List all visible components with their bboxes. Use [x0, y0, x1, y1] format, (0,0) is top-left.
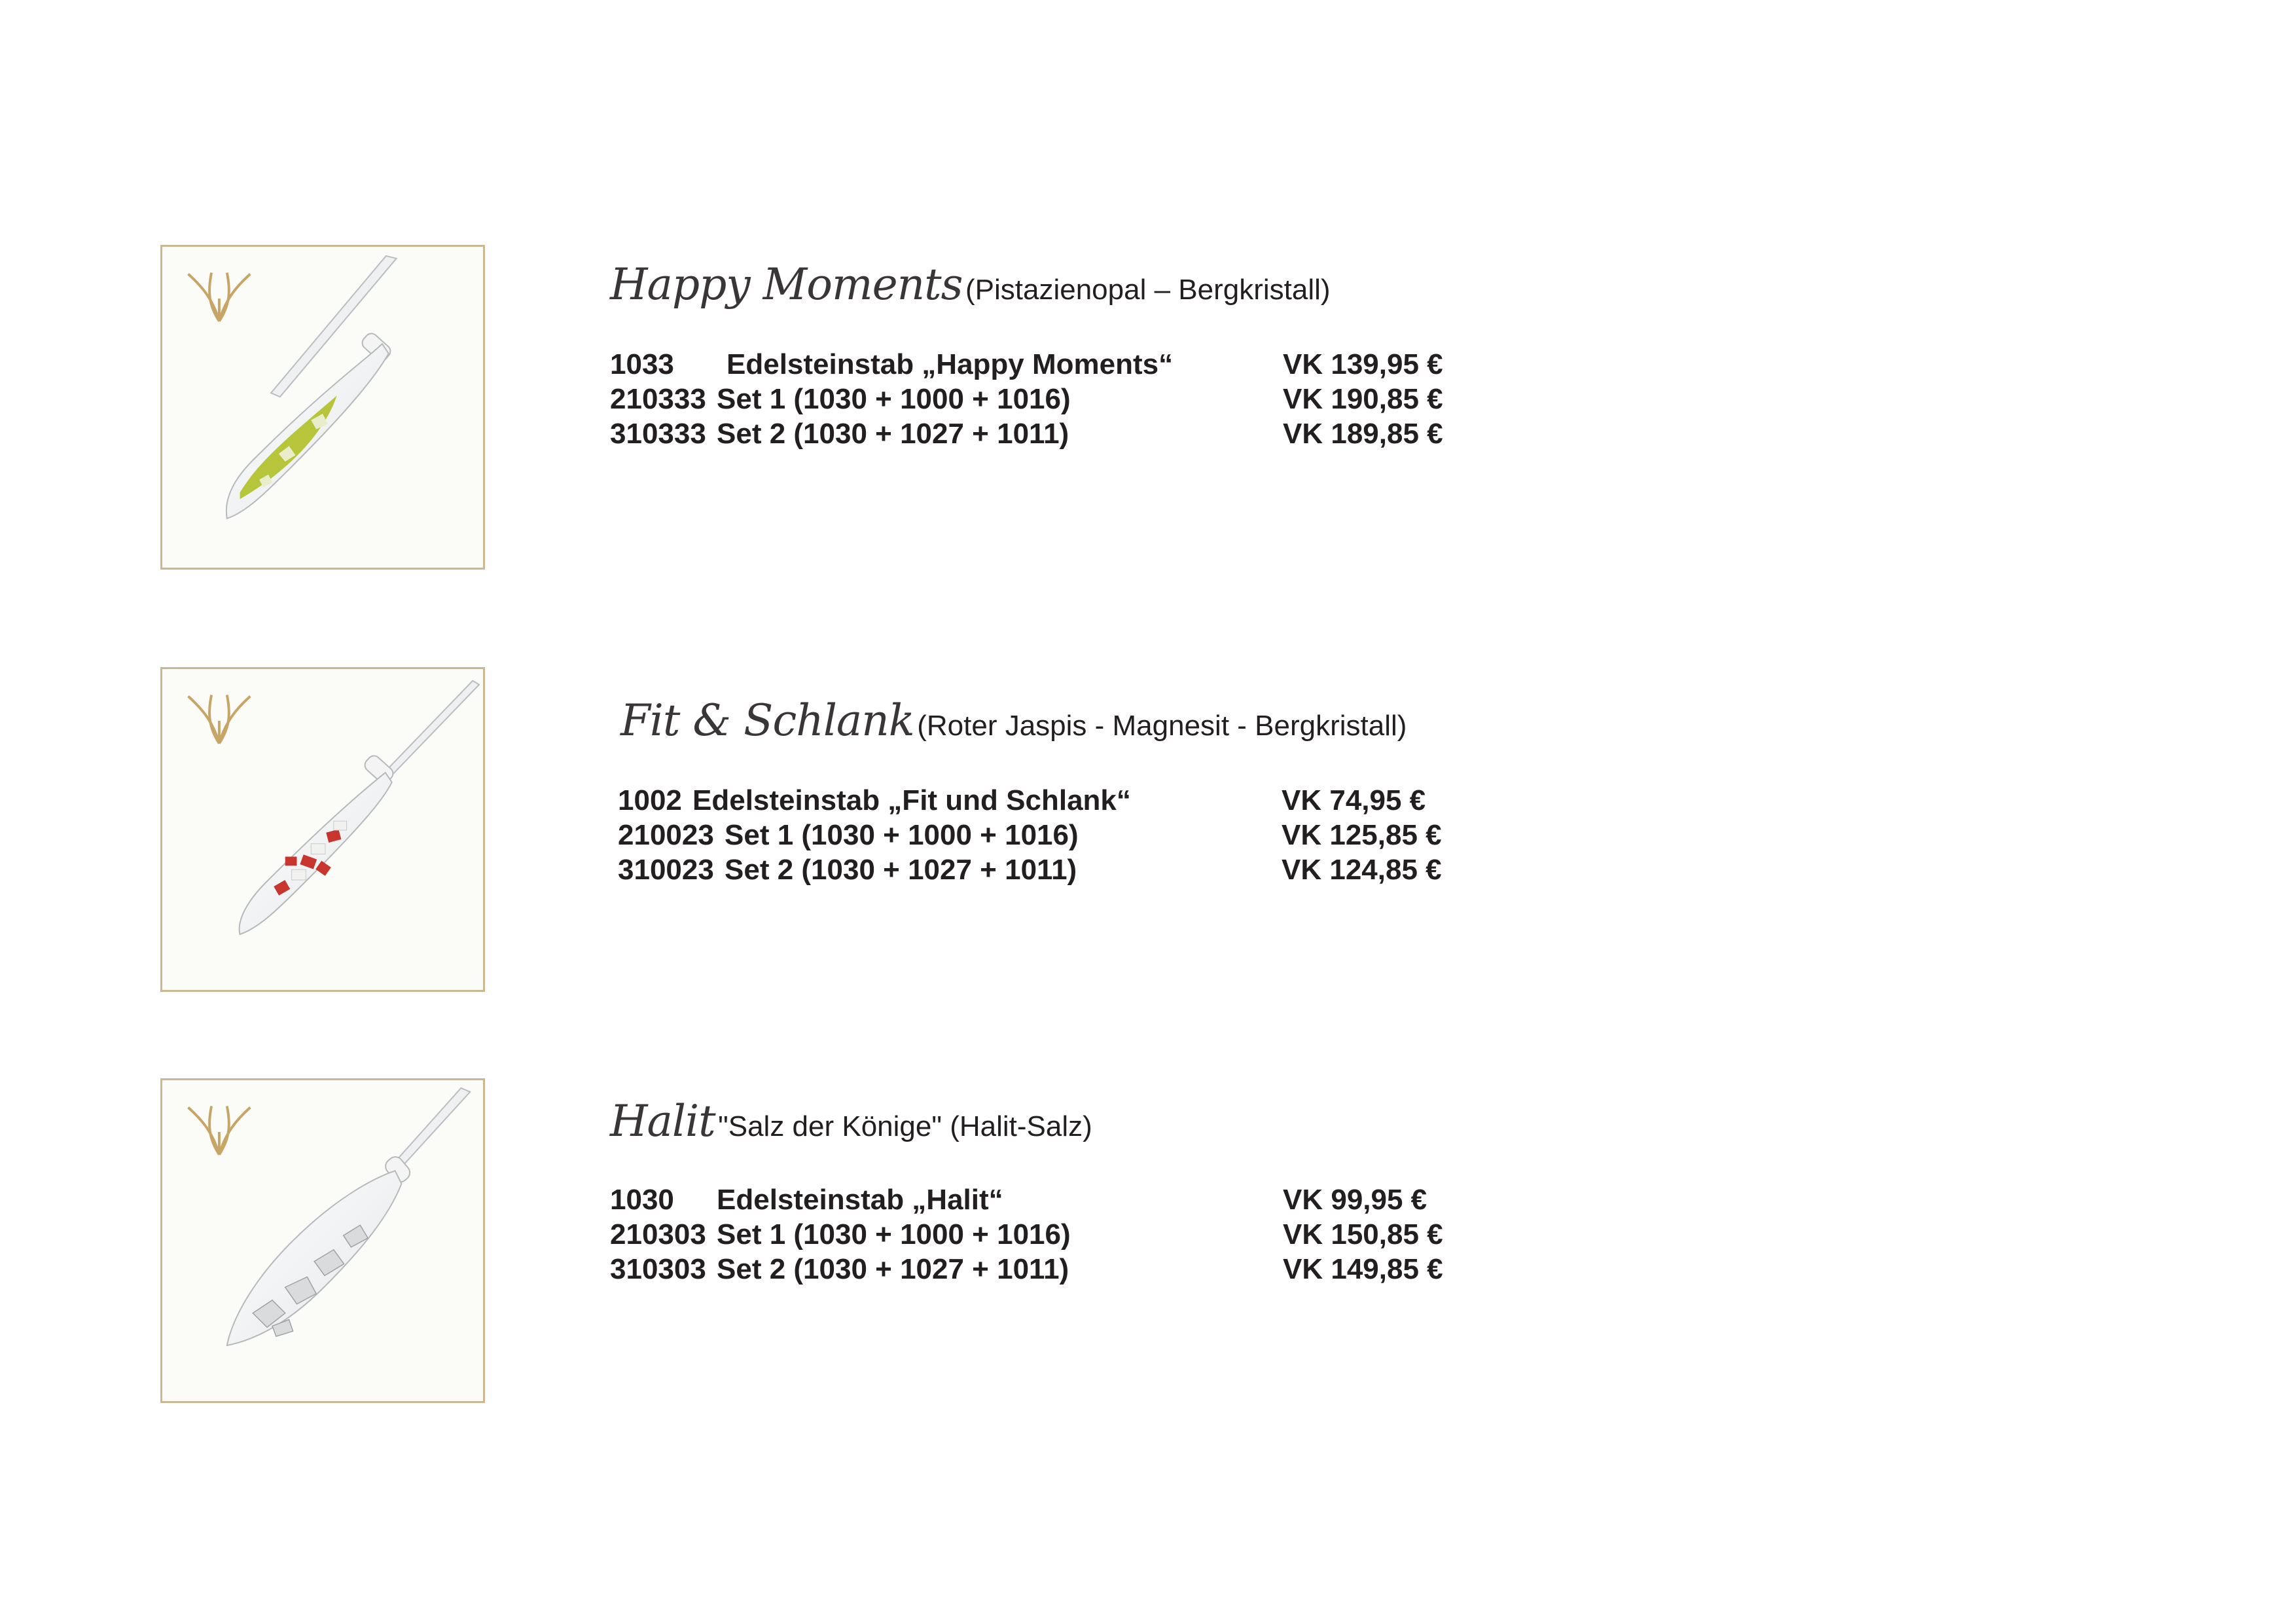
product-heading-fit-schlank: [620, 695, 1407, 746]
lotus-logo-icon: [188, 695, 251, 744]
article-price: VK 74,95 €: [1282, 784, 1426, 816]
article-price: VK 125,85 €: [1282, 819, 1442, 851]
product-image-halit: [160, 1078, 485, 1403]
article-name: Set 1 (1030 + 1000 + 1016): [725, 819, 1079, 851]
product-subtitle: (Pistazienopal – Bergkristall): [965, 274, 1331, 306]
gemstone-vial-icon: [226, 256, 397, 519]
article-code: 210023: [618, 819, 714, 851]
article-price: VK 139,95 €: [1283, 348, 1443, 380]
article-code: 1030: [610, 1184, 674, 1216]
product-title: Fit & Schlank: [620, 695, 914, 746]
article-name: Set 2 (1030 + 1027 + 1011): [725, 854, 1077, 886]
gemstone-vial-icon: [227, 1088, 470, 1345]
article-price: VK 124,85 €: [1282, 854, 1442, 886]
article-code: 210303: [610, 1218, 706, 1250]
product-heading-happy-moments: [610, 259, 1331, 310]
product-title: Halit: [610, 1096, 715, 1146]
article-code: 1033: [610, 348, 674, 380]
article-price: VK 189,85 €: [1283, 418, 1443, 450]
article-name: Edelsteinstab „Happy Moments“: [726, 348, 1174, 380]
product-title: Happy Moments: [610, 259, 963, 310]
article-price: VK 190,85 €: [1283, 383, 1443, 415]
article-name: Edelsteinstab „Fit und Schlank“: [692, 784, 1131, 816]
article-code: 210333: [610, 383, 706, 415]
article-name: Set 2 (1030 + 1027 + 1011): [717, 1253, 1069, 1285]
article-name: Set 1 (1030 + 1000 + 1016): [717, 383, 1071, 415]
article-price: VK 99,95 €: [1283, 1184, 1427, 1216]
lotus-logo-icon: [188, 273, 251, 321]
product-heading-halit: [610, 1096, 1092, 1146]
product-subtitle: (Roter Jaspis - Magnesit - Bergkristall): [917, 710, 1407, 742]
article-code: 310023: [618, 854, 714, 886]
article-code: 310333: [610, 418, 706, 450]
article-price: VK 149,85 €: [1283, 1253, 1443, 1285]
article-code: 1002: [618, 784, 682, 816]
product-subtitle: "Salz der Könige" (Halit-Salz): [718, 1110, 1092, 1142]
article-name: Set 1 (1030 + 1000 + 1016): [717, 1218, 1071, 1250]
lotus-logo-icon: [188, 1106, 251, 1155]
article-name: Edelsteinstab „Halit“: [717, 1184, 1003, 1216]
article-name: Set 2 (1030 + 1027 + 1011): [717, 418, 1069, 450]
gemstone-vial-icon: [240, 681, 479, 934]
product-image-happy-moments: [160, 245, 485, 570]
article-code: 310303: [610, 1253, 706, 1285]
article-price: VK 150,85 €: [1283, 1218, 1443, 1250]
product-image-fit-schlank: [160, 667, 485, 992]
